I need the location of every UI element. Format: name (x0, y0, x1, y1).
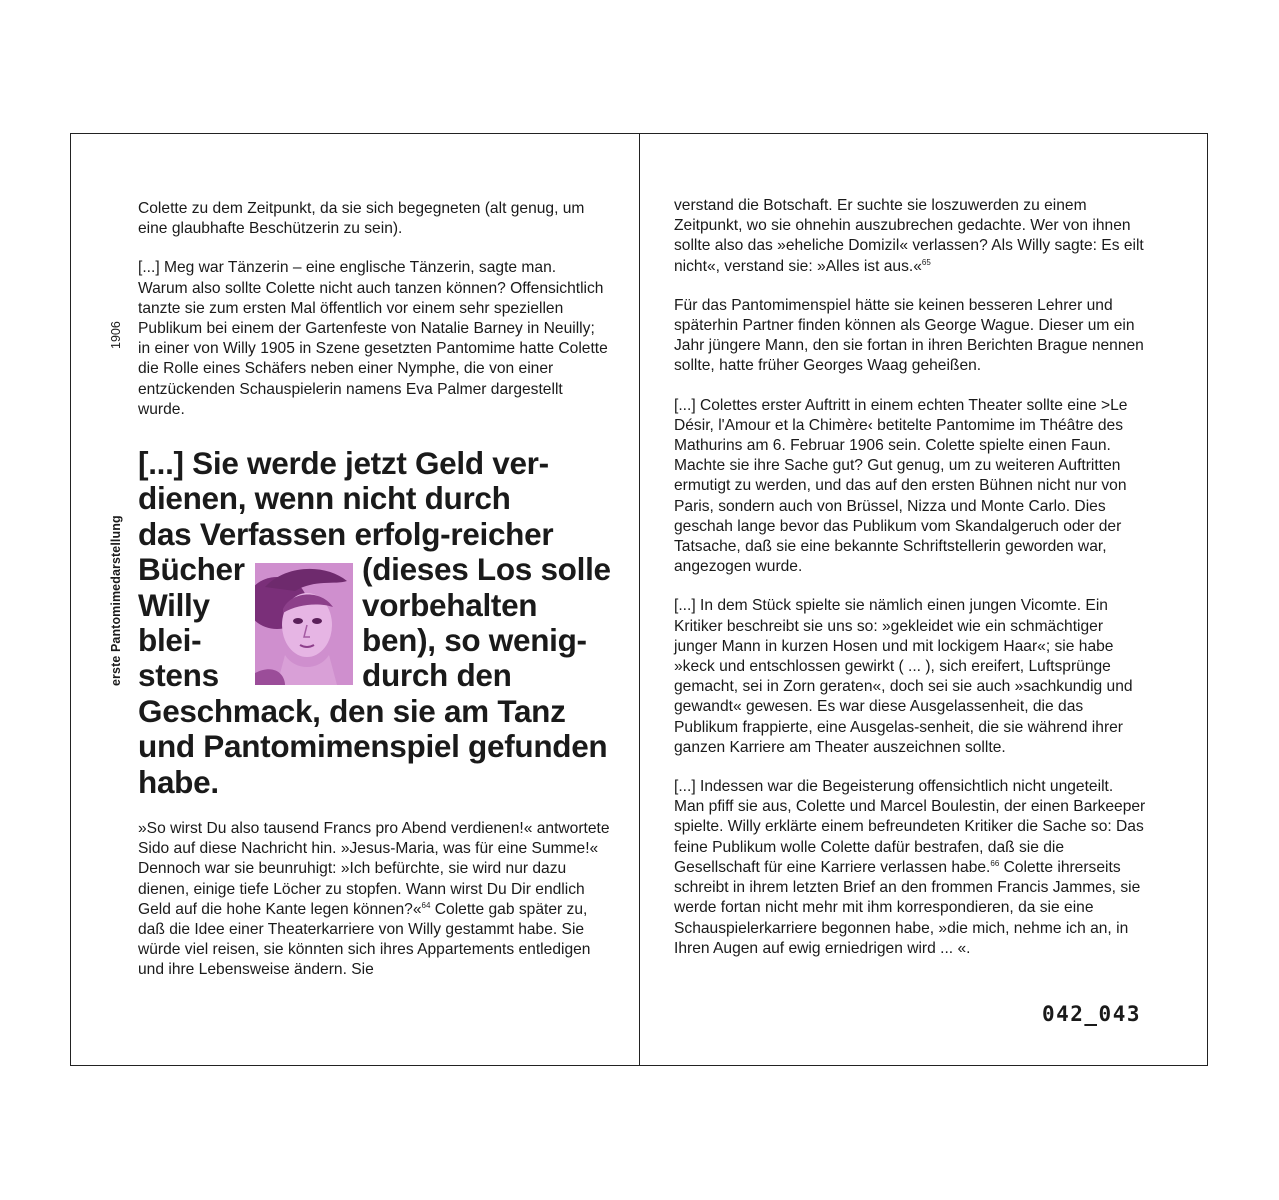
quote-fragment: vorbehalten (362, 586, 538, 623)
text-run: »So wirst Du also tausend Francs pro Abend verdienen!« antwortete Sido auf diese Nachricht hin. »Jesus-Maria, was für eine Summe!« Dennoch war sie beunruhigt: »Ich befürchte, sie wird nur dazu dienen, einige tiefe Löcher zu stopfen. Wann wirst Du Dir endlich Geld auf die hohe Kante legen können?« (138, 820, 610, 918)
quote-line: [...] Sie werde jetzt Geld ver- (138, 445, 549, 481)
quote-fragment: Willy (138, 586, 210, 623)
text-run: Colette ihrerseits schreibt in ihrem letzten Brief an den frommen Francis Jammes, sie werde fortan nicht mehr mit ihm korrespondieren, da sie eine Schauspielerkarriere begonnen habe, »die mich, nehme ich an, in Ihren Augen auf ewig erniedrigen wird ... «. (674, 858, 1141, 957)
book-spread (70, 133, 1208, 1066)
left-paragraph-3 (138, 819, 610, 981)
footnote-ref: 64 (421, 900, 431, 910)
right-paragraph-5 (674, 777, 1146, 959)
page-number: 042_043 (1041, 1002, 1141, 1026)
quote-fragment: Bücher (138, 551, 245, 588)
gutter-line (639, 134, 640, 1065)
quote-fragment: (dieses Los solle (362, 551, 611, 588)
quote-line: dienen, wenn nicht durch (138, 480, 511, 517)
quote-fragment: blei- (138, 621, 202, 658)
right-paragraph-3: [...] Colettes erster Auftritt in einem echten Theater sollte eine >Le Désir, l'Amour et la Chimère‹ betitelte Pantomime im Théâtre des Mathurins am 6. Februar 1906 sein. Colette spielte einen Faun. Machte sie ihre Sache gut? Gut genug, um zu weiteren Auftritten ermutigt zu werden, und das auf den ersten Bühnen nicht nur von Paris, sondern auch von Brüssel, Nizza und Monte Carlo. Dies geschah lange bevor das Publikum vom Skandalgeruch oder der Tatsache, daß sie eine bekannte Schriftstellerin geworden war, angezogen wurde. (674, 396, 1128, 576)
right-paragraph-1 (674, 196, 1146, 277)
right-text (674, 196, 1146, 978)
pull-quote (138, 446, 618, 800)
quote-line: habe. (138, 763, 219, 800)
right-paragraph-4: [...] In dem Stück spielte sie nämlich einen jungen Vicomte. Ein Kritiker beschreibt sie uns so: »gekleidet wie ein schmächtiger junger Mann in kurzen Hosen und mit lockigem Haar«; sie habe »keck und entschlossen gewirkt ( ... ), sich ereifert, Luftsprünge gemacht, sei in Zorn geraten«, doch sei sie auch »sachkundig und gewandt« gewesen. Es war diese Ausgelassenheit, die das Publikum frappierte, eine Ausgelas-senheit, die sie während ihrer ganzen Karriere am Theater auszeichnen sollte. (674, 597, 1133, 756)
left-paragraph-1: Colette zu dem Zeitpunkt, da sie sich begegneten (alt genug, um eine glaubhafte Beschützerin zu sein). (138, 200, 585, 238)
text-run: [...] Indessen war die Begeisterung offensichtlich nicht ungeteilt. Man pfiff sie aus, Colette und Marcel Boulestin, der einen Barkeeper spielte. Willy erklärte einem befreundeten Kritiker die Sache so: Das feine Publikum wolle Colette dafür bestrafen, daß sie die Gesellschaft für eine Karriere verlassen habe. (674, 778, 1146, 876)
left-lower-text (138, 819, 610, 1000)
quote-fragment: ben), so wenig- (362, 621, 587, 658)
quote-line (138, 588, 618, 623)
quote-line (138, 658, 618, 693)
right-paragraph-2: Für das Pantomimenspiel hätte sie keinen besseren Lehrer und späterhin Partner finden können als George Wague. Dieser um ein Jahr jüngere Mann, den sie fortan in ihren Berichten Brague nennen sollte, hatte früher Georges Waag geheißen. (674, 296, 1144, 375)
footnote-ref: 65 (921, 257, 931, 267)
quote-line: das Verfassen erfolg-reicher (138, 515, 554, 552)
quote-line (138, 623, 618, 658)
quote-line: und Pantomimenspiel gefunden (138, 728, 608, 765)
text-run: Colette gab später zu, daß die Idee einer Theaterkarriere von Willy gestammt habe. Sie würde viel reisen, sie könnten sich ihres Appartements entledigen und ihre Lebensweise ändern. Sie (138, 900, 591, 979)
portrait-illustration (255, 563, 353, 685)
quote-line: Geschmack, den sie am Tanz (138, 692, 566, 729)
quote-fragment: durch den (362, 657, 512, 694)
left-upper-text (138, 199, 610, 439)
side-year-label: 1906 (109, 321, 123, 349)
text-run: verstand die Botschaft. Er suchte sie loszuwerden zu einem Zeitpunkt, wo sie ohnehin auszubrechen gedachte. Wer von ihnen sollte also das »eheliche Domizil« verlassen? Als Willy sagte: Es eilt nicht«, verstand sie: »Alles ist aus.« (674, 197, 1144, 275)
quote-line (138, 552, 618, 587)
left-paragraph-2: [...] Meg war Tänzerin – eine englische Tänzerin, sagte man. Warum also sollte Colette nicht auch tanzen können? Offensichtlich tanzte sie zum ersten Mal öffentlich vor einem sehr speziellen Publikum bei einem der Gartenfeste von Natalie Barney in Neuilly; in einer von Willy 1905 in Szene gesetzten Pantomime hatte Colette die Rolle eines Schäfers neben einer Nymphe, die von einer entzückenden Schauspielerin namens Eva Palmer dargestellt wurde. (138, 259, 608, 418)
footnote-ref: 66 (990, 858, 1000, 868)
portrait-photo (255, 563, 353, 685)
quote-fragment: stens (138, 657, 219, 694)
side-section-title: erste Pantomimedarstellung (109, 515, 123, 686)
